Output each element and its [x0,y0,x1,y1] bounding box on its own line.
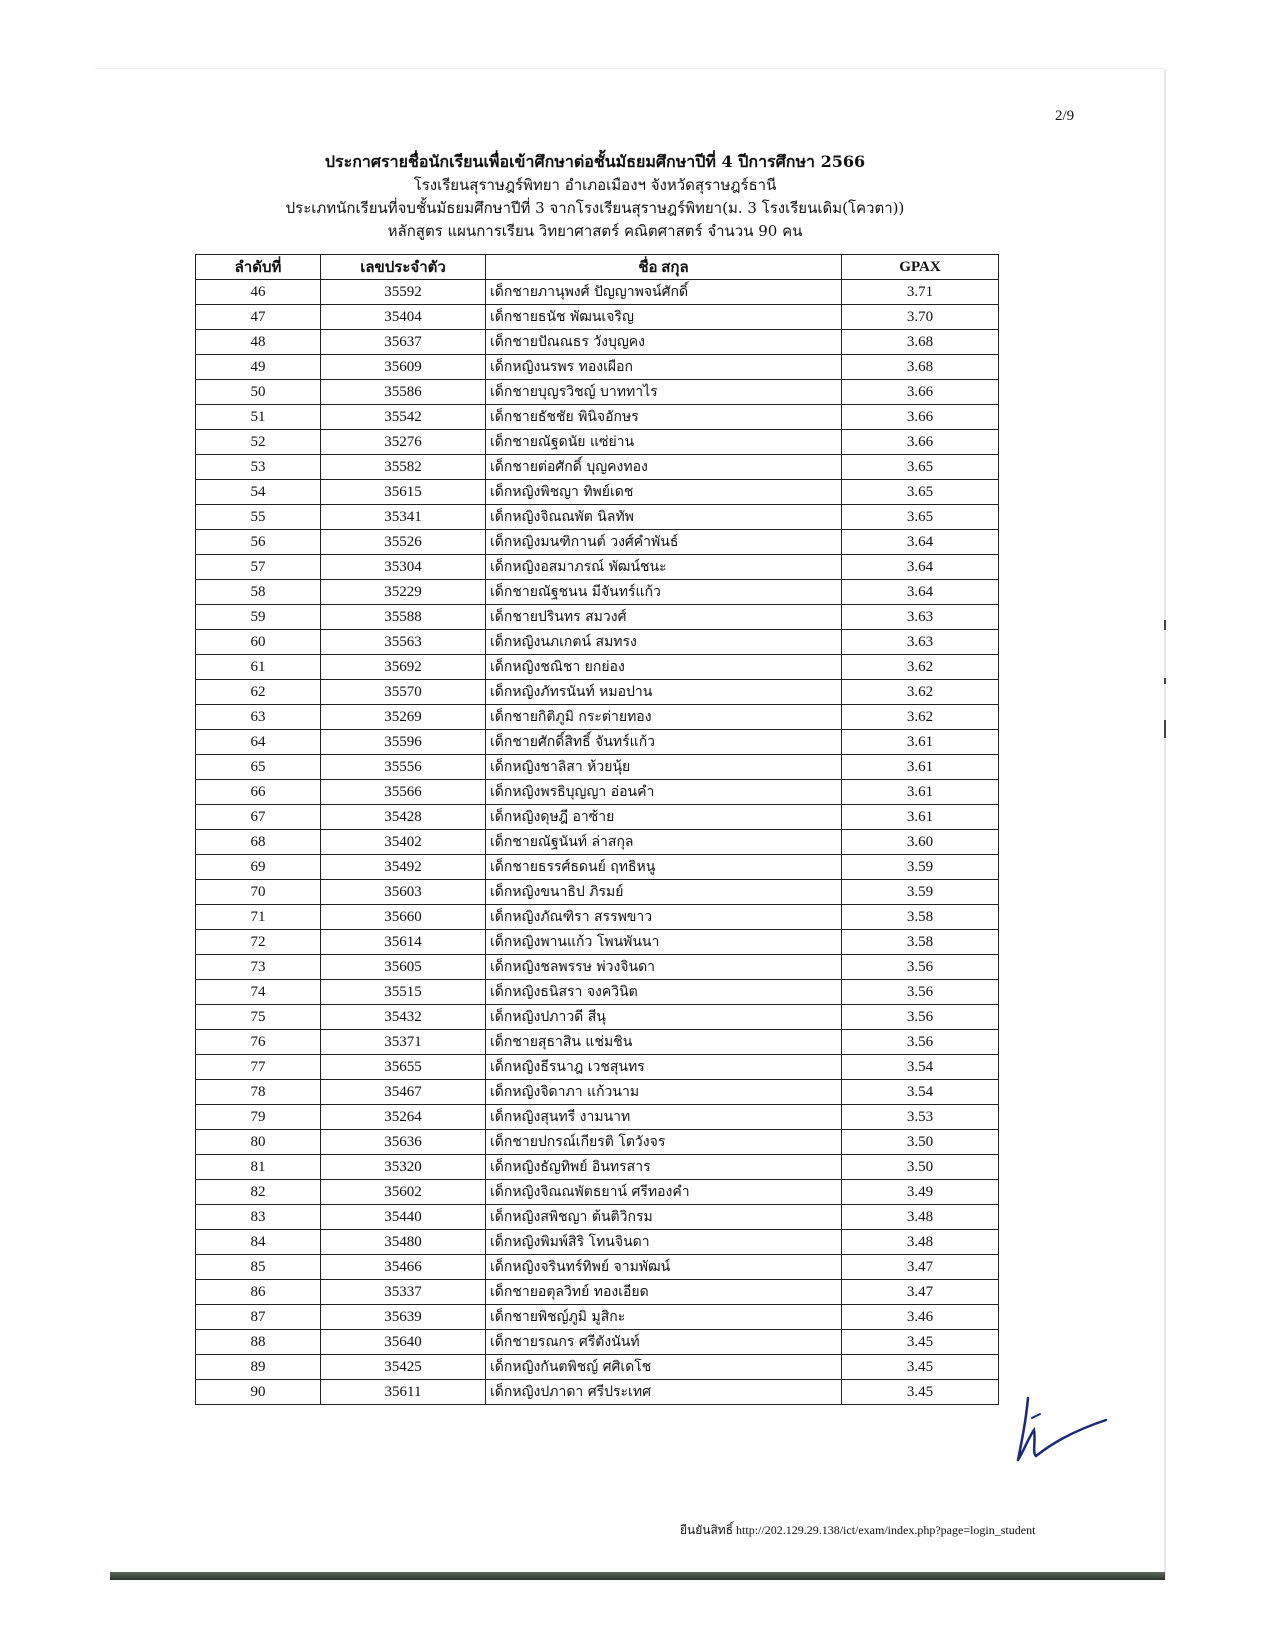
order-cell: 89 [196,1355,321,1380]
order-cell: 80 [196,1130,321,1155]
gpax-cell: 3.46 [842,1305,999,1330]
gpax-cell: 3.48 [842,1205,999,1230]
student-id-cell: 35304 [321,555,486,580]
student-name-cell: เด็กชายสุธาสิน แช่มชิน [486,1030,842,1055]
order-cell: 61 [196,655,321,680]
table-row [196,455,999,480]
student-name-cell: เด็กชายณัฐนันท์ ล่าสกุล [486,830,842,855]
student-id-cell: 35592 [321,280,486,305]
gpax-cell: 3.61 [842,730,999,755]
table-row [196,780,999,805]
student-name-cell: เด็กชายธนัช พัฒนเจริญ [486,305,842,330]
order-cell: 53 [196,455,321,480]
program-line: หลักสูตร แผนการเรียน วิทยาศาสตร์ คณิตศาสตร์ จำนวน 90 คน [387,222,803,240]
table-row [196,1180,999,1205]
student-id-cell: 35636 [321,1130,486,1155]
student-id-cell: 35611 [321,1380,486,1405]
student-id-cell: 35603 [321,880,486,905]
gpax-cell: 3.65 [842,480,999,505]
gpax-cell: 3.66 [842,405,999,430]
order-cell: 73 [196,955,321,980]
gpax-cell: 3.56 [842,980,999,1005]
student-name-cell: เด็กหญิงจิณณพัตธยาน์ ศรีทองคำ [486,1180,842,1205]
order-cell: 66 [196,780,321,805]
table-row [196,630,999,655]
student-name-cell: เด็กชายณัฐชนน มีจันทร์แก้ว [486,580,842,605]
gpax-cell: 3.59 [842,880,999,905]
student-id-cell: 35269 [321,705,486,730]
gpax-cell: 3.56 [842,955,999,980]
student-id-cell: 35480 [321,1230,486,1255]
student-name-cell: เด็กหญิงพิมพ์สิริ โทนจินดา [486,1230,842,1255]
student-id-cell: 35596 [321,730,486,755]
table-row [196,1305,999,1330]
student-name-cell: เด็กชายศักดิ์สิทธิ์ จันทร์แก้ว [486,730,842,755]
scan-edge-bar [110,1572,1165,1580]
student-name-cell: เด็กชายต่อศักดิ์ บุญคงทอง [486,455,842,480]
order-cell: 68 [196,830,321,855]
table-row [196,605,999,630]
order-cell: 50 [196,380,321,405]
order-cell: 62 [196,680,321,705]
table-row [196,980,999,1005]
student-id-cell: 35637 [321,330,486,355]
student-id-cell: 35404 [321,305,486,330]
gpax-cell: 3.68 [842,355,999,380]
student-name-cell: เด็กหญิงปภาดา ศรีประเทศ [486,1380,842,1405]
order-cell: 86 [196,1280,321,1305]
gpax-cell: 3.53 [842,1105,999,1130]
order-cell: 64 [196,730,321,755]
student-id-cell: 35542 [321,405,486,430]
gpax-cell: 3.65 [842,455,999,480]
student-name-cell: เด็กชายปรินทร สมวงศ์ [486,605,842,630]
student-name-cell: เด็กชายธัชชัย พินิจอักษร [486,405,842,430]
student-name-cell: เด็กชายณัฐดนัย แซ่ย่าน [486,430,842,455]
table-row [196,1380,999,1405]
order-cell: 55 [196,505,321,530]
gpax-cell: 3.61 [842,805,999,830]
gpax-cell: 3.61 [842,755,999,780]
student-name-cell: เด็กหญิงสุนทรี งามนาท [486,1105,842,1130]
gpax-cell: 3.61 [842,780,999,805]
order-cell: 85 [196,1255,321,1280]
table-row [196,355,999,380]
gpax-cell: 3.45 [842,1380,999,1405]
table-row [196,655,999,680]
paper-edge [1164,70,1166,1580]
gpax-cell: 3.59 [842,855,999,880]
table-row [196,1030,999,1055]
gpax-cell: 3.63 [842,630,999,655]
gpax-cell: 3.66 [842,430,999,455]
table-row [196,1105,999,1130]
student-id-cell: 35402 [321,830,486,855]
table-row [196,1005,999,1030]
table-row [196,880,999,905]
student-name-cell: เด็กชายพิชญ์ภูมิ มูสิกะ [486,1305,842,1330]
table-row [196,905,999,930]
paper-edge [95,68,1165,69]
gpax-cell: 3.62 [842,680,999,705]
gpax-cell: 3.70 [842,305,999,330]
student-id-cell: 35466 [321,1255,486,1280]
order-cell: 54 [196,480,321,505]
order-cell: 90 [196,1380,321,1405]
table-row [196,705,999,730]
student-id-cell: 35320 [321,1155,486,1180]
order-cell: 58 [196,580,321,605]
student-name-cell: เด็กชายภานุพงศ์ ปัญญาพจน์ศักดิ์ [486,280,842,305]
order-cell: 56 [196,530,321,555]
student-name-cell: เด็กชายปัณณธร วังบุญคง [486,330,842,355]
school-line: โรงเรียนสุราษฎร์พิทยา อำเภอเมืองฯ จังหวัดสุราษฎร์ธานี [413,176,777,194]
gpax-cell: 3.47 [842,1280,999,1305]
student-id-cell: 35425 [321,1355,486,1380]
student-id-cell: 35639 [321,1305,486,1330]
column-header-gpax: GPAX [842,255,999,280]
order-cell: 63 [196,705,321,730]
gpax-cell: 3.58 [842,905,999,930]
student-name-cell: เด็กหญิงปภาวดี สีนุ [486,1005,842,1030]
order-cell: 79 [196,1105,321,1130]
student-id-cell: 35602 [321,1180,486,1205]
gpax-cell: 3.45 [842,1355,999,1380]
table-row [196,555,999,580]
student-name-cell: เด็กชายอตุลวิทย์ ทองเอียด [486,1280,842,1305]
order-cell: 69 [196,855,321,880]
student-name-cell: เด็กหญิงพรธิบุญญา อ่อนคำ [486,780,842,805]
signature-mark [1010,1390,1110,1465]
order-cell: 59 [196,605,321,630]
gpax-cell: 3.47 [842,1255,999,1280]
student-name-cell: เด็กหญิงชณิชา ยกย่อง [486,655,842,680]
announcement-title: ประกาศรายชื่อนักเรียนเพื่อเข้าศึกษาต่อชั้นมัธยมศึกษาปีที่ 4 ปีการศึกษา 2566 [324,152,866,171]
student-name-cell: เด็กหญิงอสมาภรณ์ พัฒน์ชนะ [486,555,842,580]
student-id-cell: 35492 [321,855,486,880]
student-id-cell: 35570 [321,680,486,705]
student-id-cell: 35432 [321,1005,486,1030]
order-cell: 77 [196,1055,321,1080]
table-row [196,530,999,555]
gpax-cell: 3.71 [842,280,999,305]
gpax-cell: 3.63 [842,605,999,630]
table-row [196,1130,999,1155]
gpax-cell: 3.66 [842,380,999,405]
order-cell: 47 [196,305,321,330]
gpax-cell: 3.49 [842,1180,999,1205]
order-cell: 83 [196,1205,321,1230]
order-cell: 57 [196,555,321,580]
student-name-cell: เด็กหญิงสพิชญา ต้นติวิกรม [486,1205,842,1230]
table-row [196,1155,999,1180]
student-name-cell: เด็กชายธรรศ์ธดนย์ ฤทธิหนู [486,855,842,880]
gpax-cell: 3.50 [842,1155,999,1180]
column-header-order: ลำดับที่ [196,255,321,280]
student-id-cell: 35467 [321,1080,486,1105]
student-name-cell: เด็กหญิงภัณฑิรา สรรพขาว [486,905,842,930]
gpax-cell: 3.62 [842,655,999,680]
student-roster-table [195,254,999,1405]
table-row [196,930,999,955]
gpax-cell: 3.56 [842,1030,999,1055]
page-number: 2/9 [1055,108,1075,124]
order-cell: 65 [196,755,321,780]
table-row [196,805,999,830]
table-row [196,1230,999,1255]
gpax-cell: 3.68 [842,330,999,355]
student-id-cell: 35556 [321,755,486,780]
order-cell: 88 [196,1330,321,1355]
table-row [196,430,999,455]
student-id-cell: 35440 [321,1205,486,1230]
gpax-cell: 3.48 [842,1230,999,1255]
order-cell: 52 [196,430,321,455]
table-row [196,1205,999,1230]
student-id-cell: 35526 [321,530,486,555]
student-name-cell: เด็กหญิงธัญทิพย์ อินทรสาร [486,1155,842,1180]
table-row [196,1055,999,1080]
column-header-student-id: เลขประจำตัว [321,255,486,280]
announcement-header [190,150,1000,243]
order-cell: 82 [196,1180,321,1205]
student-id-cell: 35660 [321,905,486,930]
order-cell: 60 [196,630,321,655]
gpax-cell: 3.64 [842,555,999,580]
student-id-cell: 35276 [321,430,486,455]
student-name-cell: เด็กชายรณกร ศรีตังนันท์ [486,1330,842,1355]
table-row [196,580,999,605]
student-id-cell: 35615 [321,480,486,505]
column-header-name: ชื่อ สกุล [486,255,842,280]
order-cell: 78 [196,1080,321,1105]
gpax-cell: 3.64 [842,580,999,605]
order-cell: 72 [196,930,321,955]
student-name-cell: เด็กหญิงพิชญา ทิพย์เดช [486,480,842,505]
gpax-cell: 3.54 [842,1055,999,1080]
student-name-cell: เด็กหญิงนภเกตน์ สมทรง [486,630,842,655]
table-row [196,955,999,980]
student-name-cell: เด็กหญิงกันตพิชญ์ ศศิเดโช [486,1355,842,1380]
gpax-cell: 3.58 [842,930,999,955]
order-cell: 67 [196,805,321,830]
student-id-cell: 35515 [321,980,486,1005]
student-id-cell: 35563 [321,630,486,655]
table-row [196,330,999,355]
roster-body [196,280,999,1405]
order-cell: 51 [196,405,321,430]
student-name-cell: เด็กหญิงพานแก้ว โพนพันนา [486,930,842,955]
student-id-cell: 35614 [321,930,486,955]
gpax-cell: 3.45 [842,1330,999,1355]
order-cell: 87 [196,1305,321,1330]
student-id-cell: 35586 [321,380,486,405]
order-cell: 84 [196,1230,321,1255]
student-id-cell: 35566 [321,780,486,805]
table-row [196,855,999,880]
table-row [196,1355,999,1380]
student-id-cell: 35609 [321,355,486,380]
order-cell: 70 [196,880,321,905]
table-row [196,830,999,855]
table-row [196,305,999,330]
order-cell: 46 [196,280,321,305]
student-name-cell: เด็กหญิงจิดาภา แก้วนาม [486,1080,842,1105]
order-cell: 71 [196,905,321,930]
gpax-cell: 3.50 [842,1130,999,1155]
student-id-cell: 35341 [321,505,486,530]
confirmation-note: ยืนยันสิทธิ์ http://202.129.29.138/ict/exam/index.php?page=login_student [680,1523,1036,1537]
table-header-row [196,255,999,280]
student-id-cell: 35655 [321,1055,486,1080]
table-row [196,1255,999,1280]
student-id-cell: 35588 [321,605,486,630]
order-cell: 81 [196,1155,321,1180]
student-name-cell: เด็กหญิงภัทรนันท์ หมอปาน [486,680,842,705]
gpax-cell: 3.60 [842,830,999,855]
table-row [196,380,999,405]
gpax-cell: 3.56 [842,1005,999,1030]
student-name-cell: เด็กหญิงขนาธิป ภิรมย์ [486,880,842,905]
table-row [196,480,999,505]
table-row [196,755,999,780]
table-row [196,1080,999,1105]
order-cell: 49 [196,355,321,380]
student-name-cell: เด็กหญิงชาลิสา ห้วยนุ้ย [486,755,842,780]
gpax-cell: 3.62 [842,705,999,730]
student-name-cell: เด็กหญิงชลพรรษ พ่วงจินดา [486,955,842,980]
order-cell: 74 [196,980,321,1005]
order-cell: 76 [196,1030,321,1055]
table-row [196,1330,999,1355]
table-row [196,505,999,530]
student-name-cell: เด็กหญิงธนิสรา จงควินิต [486,980,842,1005]
student-name-cell: เด็กหญิงดุษฎี อาซ้าย [486,805,842,830]
order-cell: 48 [196,330,321,355]
student-name-cell: เด็กหญิงมนฑิกานต์ วงศ์คำพันธ์ [486,530,842,555]
student-name-cell: เด็กหญิงธีรนาฎ เวชสุนทร [486,1055,842,1080]
student-name-cell: เด็กชายปกรณ์เกียรติ โตวังจร [486,1130,842,1155]
student-id-cell: 35337 [321,1280,486,1305]
student-name-cell: เด็กหญิงจรินทร์ทิพย์ จามพัฒน์ [486,1255,842,1280]
table-row [196,1280,999,1305]
gpax-cell: 3.64 [842,530,999,555]
student-id-cell: 35582 [321,455,486,480]
student-name-cell: เด็กหญิงจิณณพัต นิลทัพ [486,505,842,530]
gpax-cell: 3.54 [842,1080,999,1105]
student-id-cell: 35428 [321,805,486,830]
student-id-cell: 35605 [321,955,486,980]
student-name-cell: เด็กชายกิติภูมิ กระต่ายทอง [486,705,842,730]
student-id-cell: 35640 [321,1330,486,1355]
student-name-cell: เด็กชายบุญรวิชญ์ บาททาไร [486,380,842,405]
student-name-cell: เด็กหญิงนรพร ทองเผือก [486,355,842,380]
table-row [196,730,999,755]
table-row [196,405,999,430]
margin-marks [1163,620,1167,740]
student-id-cell: 35264 [321,1105,486,1130]
student-id-cell: 35692 [321,655,486,680]
table-row [196,280,999,305]
student-type-line: ประเภทนักเรียนที่จบชั้นมัธยมศึกษาปีที่ 3 จากโรงเรียนสุราษฎร์พิทยา(ม. 3 โรงเรียนเดิม(โควตา)) [285,199,905,217]
table-row [196,680,999,705]
order-cell: 75 [196,1005,321,1030]
gpax-cell: 3.65 [842,505,999,530]
student-id-cell: 35229 [321,580,486,605]
student-id-cell: 35371 [321,1030,486,1055]
